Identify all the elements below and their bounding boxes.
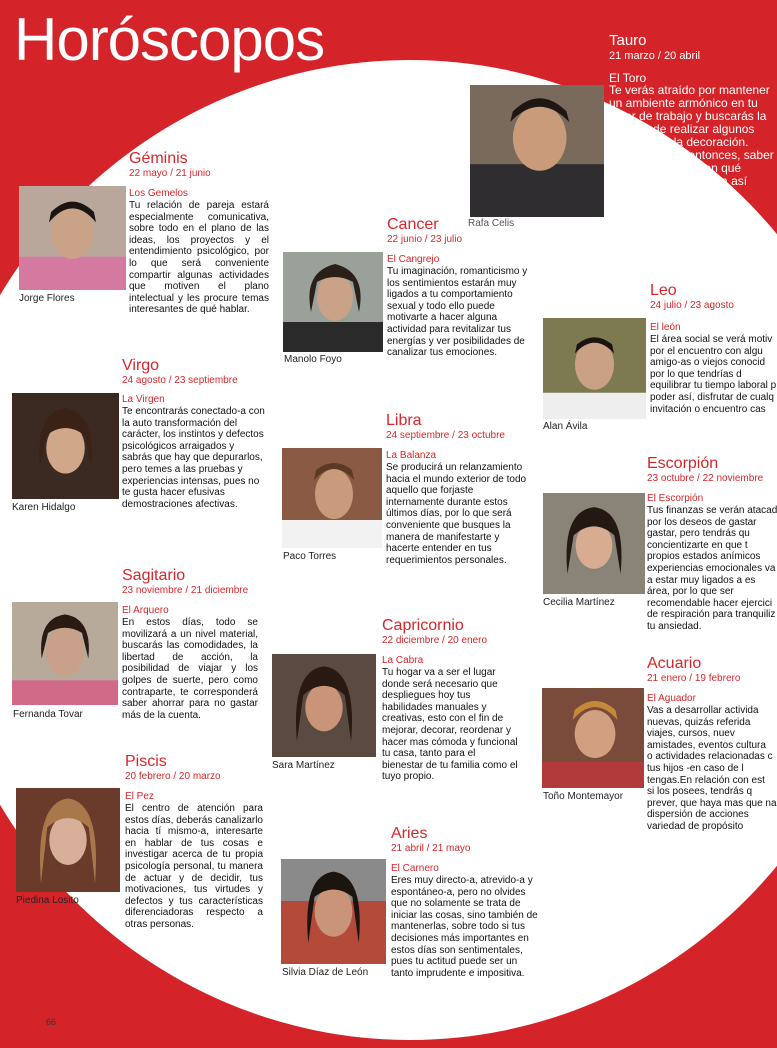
text-line: si los posees, tendrás q (647, 786, 753, 798)
text-line: variedad de propósito (647, 820, 744, 832)
text-line: poder así, disfrutar de cualq (650, 391, 774, 403)
photo-silvia-diaz-de-leon (281, 859, 386, 964)
text-line: área, por lo que ser (647, 586, 734, 598)
sign-text: Te encontrarás conectado-a con la auto transformación del carácter, los instintos y defectos psicológicos arraigados y sabrás que hay que depurarlos, pero temes a las pruebas y experiencias intensas, pues no te gusta hacer efusivas demostraciones afectivas. (122, 406, 265, 510)
sign-alias: El Aguador (647, 693, 696, 704)
photo-caption: Cecilia Martínez (543, 597, 615, 608)
text-line: viajes, cursos, nuev (647, 728, 735, 740)
photo-tono-montemayor (542, 688, 644, 788)
text-line: Tus finanzas se verán atacad (647, 505, 777, 516)
text-line: tengas.En relación con est (647, 774, 765, 786)
sign-alias: El Escorpión (647, 493, 704, 504)
sign-geminis (129, 150, 269, 316)
text-line: malentendidos. (609, 200, 691, 214)
text-line: con anticipación con qué (609, 161, 742, 175)
photo-caption: Fernanda Tovar (13, 709, 83, 720)
photo-caption: Manolo Foyo (284, 354, 342, 365)
text-line: amigo-as o viejos conocid (650, 357, 766, 369)
sign-text (609, 84, 777, 214)
photo-sara-martinez (272, 654, 376, 757)
photo-alan-avila (543, 318, 646, 419)
sign-text: Eres muy directo-a, atrevido-a y espontáneo-a, pero no olvides que no solamente se trata de iniciar las cosas, sino también de mantenerlas, sobre todo si tus decisiones más importantes en estos días son sentimentales, pues tu actitud puede ser un tanto imprudente e impositiva. (391, 875, 538, 979)
sign-text: El centro de atención para estos días, deberás canalizarlo hacia tí mismo-a, interesarte en hablar de tus cosas e investigar acerca de tu propia psicología personal, tu manera de actuar y de decidir, tus motivaciones, tus virtudes y defectos y tus características diferenciadoras respecto a otras personas. (125, 803, 263, 930)
text-line: nuevas, quizás referida (647, 716, 751, 728)
sign-alias: La Cabra (382, 655, 424, 666)
sign-name: Leo (650, 282, 677, 299)
sign-text: Se producirá un relanzamiento hacia el mundo exterior de todo aquello que forjaste internamente durante estos últimos días, por lo que será conveniente que busques la manera de manifestarte y hacerte entender en tus requerimientos personales. (386, 462, 527, 566)
text-line: un ambiente armónico en tu (609, 96, 758, 110)
sign-name: Cancer (387, 216, 439, 233)
sign-acuario (647, 655, 777, 833)
page-number: 66 (46, 1017, 57, 1027)
photo-caption: Rafa Celis (468, 218, 515, 229)
text-line: experiencias emocionales va (647, 562, 776, 574)
photo-caption: Karen Hidalgo (12, 502, 76, 513)
sign-sagitario (122, 567, 258, 721)
photo-caption: Toño Montemayor (543, 791, 624, 802)
sign-name: Escorpión (647, 455, 719, 472)
text-line: por lo que tendrías d (650, 368, 742, 380)
photo-rafa-celis (470, 85, 604, 217)
sign-aries (391, 825, 541, 979)
photo-caption: Paco Torres (283, 551, 337, 562)
sign-dates: 23 octubre / 22 noviembre (647, 473, 764, 484)
sign-text: En estos días, todo se movilizará a un nivel material, buscarás las comodidades, la libertad de acción, la posibilidad de viajar y los golpes de suerte, pero como contraparte, te corresponderá saber ahorrar para no gastar más de la cuenta. (122, 617, 258, 721)
text-line: de respiración para tranquiliz (647, 609, 776, 621)
sign-dates: 21 abril / 21 mayo (391, 843, 471, 854)
sign-dates: 24 agosto / 23 septiembre (122, 375, 238, 386)
sign-alias: La Virgen (122, 394, 165, 405)
photo-manolo-foyo (283, 252, 383, 352)
sign-name: Piscis (125, 753, 167, 770)
sign-name: Géminis (129, 150, 188, 167)
sign-name: Virgo (122, 357, 160, 374)
sign-dates: 22 diciembre / 20 enero (382, 635, 488, 646)
text-line: equilibrar tu tiempo laboral p (650, 380, 777, 392)
text-line: amistades, eventos cultura (647, 739, 766, 751)
photo-cecilia-martinez (543, 493, 645, 594)
sign-text: Tu imaginación, romanticismo y los sentimientos estarán muy ligados a tu comportamiento sexual y todo ello puede motivarte a hacer alguna actividad para revitalizar tus energías y ver posibilidades de canalizar tus emociones. (387, 266, 528, 359)
text-line: El área social se verá motiv (650, 334, 773, 345)
sign-piscis (125, 753, 263, 931)
sign-dates: 23 noviembre / 21 diciembre (122, 585, 249, 596)
sign-text: Tu relación de pareja estará especialmente comunicativa, sobre todo en el plano de las ideas, los proyectos y el entendimiento psicológico, por lo que será conveniente compartir algunas actividades que motiven el plano intelectual y les procure temas interesantes de qué hablar. (129, 200, 269, 316)
sign-dates: 22 junio / 23 julio (387, 234, 463, 245)
page-title: Horóscopos (14, 6, 325, 73)
sign-dates: 24 julio / 23 agosto (650, 300, 734, 311)
text-line: recursos cuentas para así (609, 174, 748, 188)
sign-dates: 21 marzo / 20 abril (609, 50, 701, 62)
text-line: Vas a desarrollar activida (647, 705, 759, 716)
text-line: Te verás atraído por mantener (609, 83, 770, 97)
sign-alias: El Carnero (391, 863, 439, 874)
photo-caption: Piedina Losito (16, 895, 79, 906)
text-line: evitar excesos o (609, 187, 696, 201)
photo-paco-torres (282, 448, 382, 548)
sign-leo (650, 282, 777, 415)
photo-caption: Alan Ávila (543, 421, 588, 432)
sign-text (647, 505, 777, 633)
text-line: por el encuentro con algu (650, 345, 763, 357)
text-line: lugar de trabajo y buscarás la (609, 109, 767, 123)
sign-text (650, 334, 777, 415)
text-line: manera de realizar algunos (609, 122, 755, 136)
sign-cancer (387, 216, 529, 359)
sign-alias: El Arquero (122, 605, 169, 616)
photo-caption: Sara Martínez (272, 760, 335, 771)
text-line: por los deseos de gastar (647, 516, 757, 528)
sign-dates: 24 septiembre / 23 octubre (386, 430, 505, 441)
text-line: a estar muy ligados a es (647, 574, 756, 586)
sign-capricornio (382, 617, 518, 783)
text-line: invitación o encuentro cas (650, 403, 766, 415)
sign-name: Libra (386, 412, 422, 429)
photo-caption: Silvia Díaz de León (282, 967, 369, 978)
sign-name: Aries (391, 825, 428, 842)
sign-text (647, 705, 777, 833)
text-line: gastar, pero tendrás qu (647, 528, 750, 540)
text-line: prever, que haya mas que na (647, 797, 777, 809)
sign-name: Acuario (647, 655, 702, 672)
photo-jorge-flores (19, 186, 126, 290)
sign-alias: La Balanza (386, 450, 437, 461)
photo-piedina-losito (16, 788, 120, 892)
sign-name: Capricornio (382, 617, 464, 634)
text-line: tus hijos -en caso de l (647, 762, 744, 774)
text-line: cambios en la decoración. (609, 135, 749, 149)
sign-tauro (609, 32, 777, 214)
photo-karen-hidalgo (12, 393, 119, 499)
sign-libra (386, 412, 528, 566)
sign-alias: El Toro (609, 71, 647, 85)
photo-caption: Jorge Flores (19, 293, 75, 304)
text-line: concientizarte en que t (647, 539, 748, 551)
text-line: propios estados anímicos (647, 551, 761, 563)
sign-text: Tu hogar va a ser el lugar donde será necesario que despliegues hoy tus habilidades manuales y creativas, esto con el fin de mejorar, decorar, reordenar y hacer mas cómoda y funcional tu casa, tanto para el bienestar de tu familia como el tuyo propio. (382, 667, 518, 783)
photo-fernanda-tovar (12, 602, 118, 705)
sign-dates: 21 enero / 19 febrero (647, 673, 741, 684)
sign-alias: El Cangrejo (387, 254, 440, 265)
sign-dates: 20 febrero / 20 marzo (125, 771, 221, 782)
text-line: dispersión de acciones (647, 809, 749, 821)
sign-alias: El león (650, 322, 681, 333)
text-line: o actividades relacionadas c (647, 751, 773, 763)
sign-name: Sagitario (122, 567, 186, 584)
text-line: recomendable hacer ejercici (647, 597, 773, 609)
text-line: Será prudente entonces, saber (609, 148, 774, 162)
text-line: tu ansiedad. (647, 620, 702, 632)
sign-name: Tauro (609, 32, 647, 49)
sign-alias: El Pez (125, 791, 154, 802)
sign-alias: Los Gemelos (129, 188, 188, 199)
sign-escorpion (647, 455, 777, 633)
sign-virgo (122, 357, 265, 510)
sign-dates: 22 mayo / 21 junio (129, 168, 211, 179)
